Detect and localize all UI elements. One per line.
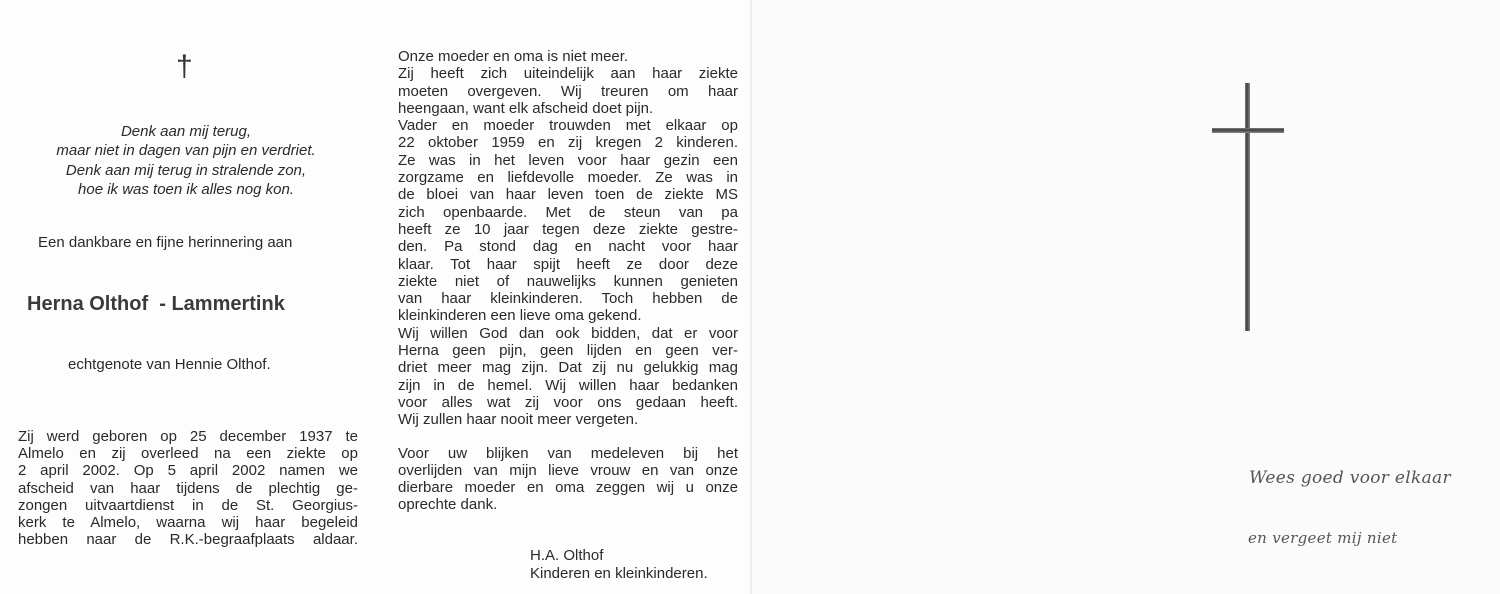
memorial-line: moeten overgeven. Wij treuren om haar	[398, 82, 738, 100]
memorial-line: van haar kleinkinderen. Toch hebben de	[398, 290, 738, 308]
deceased-name: Herna Olthof - Lammertink	[27, 293, 285, 315]
thanks-line: dierbare moeder en oma zeggen wij u onze	[398, 479, 738, 497]
large-cross-icon	[1212, 83, 1286, 333]
memorial-line: Onze moeder en oma is niet meer.	[398, 48, 629, 65]
cross-horizontal-bar	[1212, 128, 1284, 133]
poem-line: Denk aan mij terug in stralende zon,	[65, 161, 307, 179]
cross-vertical-bar	[1245, 83, 1250, 331]
signature	[530, 547, 708, 583]
poem-line: maar niet in dagen van pijn en verdriet.	[56, 142, 316, 160]
memorial-line: klaar. Tot haar spijt heeft ze door deze	[398, 255, 738, 273]
memorial-line: den. Pa stond dag en nacht voor haar	[398, 238, 738, 256]
paragraph-gap	[398, 429, 738, 445]
signature-line: H.A. Olthof	[530, 547, 604, 564]
bio-line: Zij werd geboren op 25 december 1937 te	[18, 428, 358, 445]
thanks-line: oprechte dank.	[398, 496, 498, 514]
bio-line: afscheid van haar tijdens de plechtig ge-	[18, 479, 358, 497]
memorial-line: Wij zullen haar nooit meer vergeten.	[398, 411, 639, 429]
motto-line-1: Wees goed voor elkaar	[1249, 468, 1451, 488]
biography	[18, 428, 358, 548]
motto-line-2: en vergeet mij niet	[1248, 529, 1398, 547]
poem-line: hoe ik was toen ik alles nog kon.	[78, 181, 294, 199]
memorial-line: Wij willen God dan ook bidden, dat er voor	[398, 324, 738, 342]
memorial-line: Vader en moeder trouwden met elkaar op	[398, 117, 738, 135]
bio-line: kerk te Almelo, waarna wij haar begeleid	[18, 514, 358, 532]
memorial-line: 22 oktober 1959 en zij kregen 2 kinderen.	[398, 134, 738, 152]
memorial-line: Ze was in het leven voor haar gezin een	[398, 151, 738, 169]
memorial-line: ziekte niet of nauwelijks kunnen genieten	[398, 272, 738, 290]
bio-line: 2 april 2002. Op 5 april 2002 namen we	[18, 462, 358, 480]
thanks-line: overlijden van mijn lieve vrouw en van onze	[398, 461, 738, 479]
memorial-line: zorgzame en liefdevolle moeder. Ze was in	[398, 169, 738, 187]
spouse-text: echtgenote van Hennie Olthof.	[68, 356, 271, 373]
memorial-line: kleinkinderen een lieve oma gekend.	[398, 307, 642, 325]
dedication-text: Een dankbare en fijne herinnering aan	[38, 234, 293, 251]
memorial-line: heengaan, want elk afscheid doet pijn.	[398, 99, 654, 117]
memorial-line: driet meer mag zijn. Dat zij nu gelukkig mag	[398, 359, 738, 377]
poem	[30, 122, 342, 200]
bio-line: Almelo en zij overleed na een ziekte op	[18, 445, 358, 463]
memorial-line: voor alles wat zij voor ons gedaan heeft.	[398, 393, 738, 411]
bio-line: hebben naar de R.K.-begraafplaats aldaar.	[18, 531, 358, 549]
memorial-line: Herna geen pijn, geen lijden en geen ver-	[398, 342, 738, 360]
bio-line: zongen uitvaartdienst in de St. Georgius-	[18, 496, 358, 514]
memorial-text	[398, 48, 738, 514]
cross-icon: †	[176, 50, 193, 83]
card-front-page	[752, 0, 1500, 594]
thanks-line: Voor uw blijken van medeleven bij het	[398, 444, 738, 462]
memorial-line: heeft ze 10 jaar tegen deze ziekte gestre-	[398, 220, 738, 238]
memorial-line: Zij heeft zich uiteindelijk aan haar ziekte	[398, 65, 738, 83]
memorial-line: de bloei van haar leven toen de ziekte MS	[398, 186, 738, 204]
memorial-line: zijn in de hemel. Wij willen haar bedanken	[398, 376, 738, 394]
memorial-line: zich openbaarde. Met de steun van pa	[398, 203, 738, 221]
signature-line: Kinderen en kleinkinderen.	[530, 565, 708, 582]
poem-line: Denk aan mij terug,	[120, 123, 252, 140]
